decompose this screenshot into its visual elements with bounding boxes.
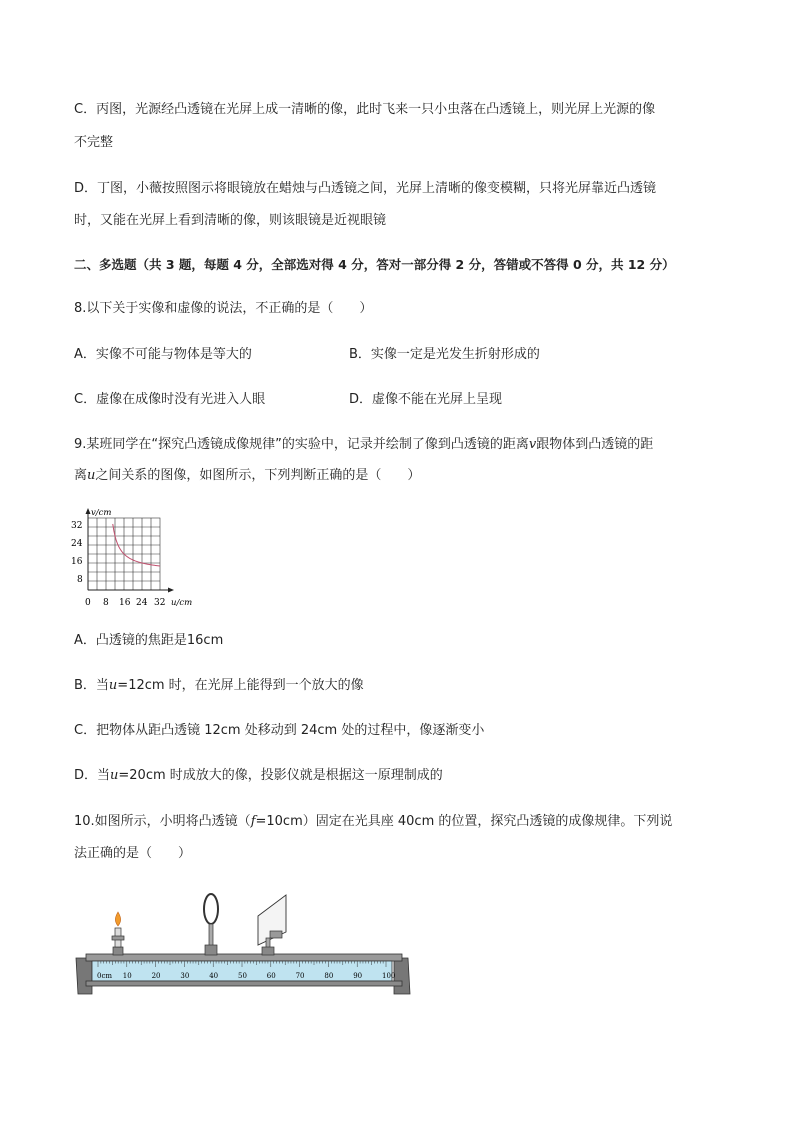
scale-label: 10 — [122, 972, 132, 980]
bench-left-foot — [76, 958, 92, 994]
scale-label: 30 — [180, 972, 190, 980]
bench-right-foot — [394, 958, 410, 994]
scale-label: 90 — [353, 972, 363, 980]
x-tick-24: 24 — [136, 598, 148, 608]
scale-label: 50 — [238, 972, 247, 980]
scale-label: 70 — [295, 972, 305, 980]
q9-option-b: B．当u=12cm 时，在光屏上能得到一个放大的像 — [74, 678, 364, 693]
bench-rail-top — [86, 954, 402, 961]
scale-label: 60 — [266, 972, 276, 980]
q9-option-a: A．凸透镜的焦距是16cm — [74, 633, 224, 648]
scale-label: 20 — [151, 972, 161, 980]
y-tick-8: 8 — [77, 575, 83, 585]
v-u-graph — [68, 506, 208, 614]
y-tick-16: 16 — [71, 557, 83, 567]
scale-label: 40 — [209, 972, 219, 980]
x-tick-8: 8 — [103, 598, 109, 608]
x-axis-label: u/cm — [171, 598, 193, 608]
q9-option-d: D．当u=20cm 时成放大的像，投影仪就是根据这一原理制成的 — [74, 768, 443, 783]
light-screen — [258, 895, 286, 955]
x-tick-32: 32 — [154, 598, 166, 608]
q10-stem-line2: 法正确的是（ ） — [74, 846, 192, 861]
q8-stem: 8.以下关于实像和虚像的说法，不正确的是（ ） — [74, 301, 373, 316]
scale-label: 80 — [324, 972, 334, 980]
scale-label: 100 — [382, 972, 396, 980]
q8-option-a: A．实像不可能与物体是等大的 — [74, 347, 252, 362]
y-tick-24: 24 — [71, 539, 83, 549]
bench-rail-bottom — [86, 981, 402, 986]
scale-label: 0cm — [97, 972, 113, 980]
u-variable: u — [87, 468, 96, 483]
section-heading-multiple-choice: 二、多选题（共 3 题，每题 4 分，全部选对得 4 分，答对一部分得 2 分，答错或不答得 0 分，共 12 分） — [74, 257, 675, 272]
x-tick-16: 16 — [119, 598, 131, 608]
q7-option-c-line1: C．丙图，光源经凸透镜在光屏上成一清晰的像，此时飞来一只小虫落在凸透镜上，则光屏上光源的像 — [74, 102, 656, 117]
q9-stem-line2: 离u之间关系的图像，如图所示，下列判断正确的是（ ） — [74, 468, 421, 483]
v-variable: v — [528, 437, 537, 452]
q10-stem-line1: 10.如图所示，小明将凸透镜（f=10cm）固定在光具座 40cm 的位置，探究凸透镜的成像规律。下列说 — [74, 814, 673, 829]
q8-option-c: C．虚像在成像时没有光进入人眼 — [74, 392, 266, 407]
q8-option-b: B．实像一定是光发生折射形成的 — [349, 347, 540, 362]
candle — [112, 912, 124, 955]
q8-option-d: D．虚像不能在光屏上呈现 — [349, 392, 503, 407]
convex-lens — [204, 894, 218, 955]
y-axis-label: v/cm — [91, 508, 112, 518]
q7-option-d-line1: D．丁图，小薇按照图示将眼镜放在蜡烛与凸透镜之间，光屏上清晰的像变模糊，只将光屏靠近凸透镜 — [74, 181, 657, 196]
q9-option-c: C．把物体从距凸透镜 12cm 处移动到 24cm 处的过程中，像逐渐变小 — [74, 723, 485, 738]
y-axis-arrow — [86, 508, 91, 514]
x-axis-arrow — [168, 588, 174, 593]
f-variable: f — [250, 814, 256, 829]
y-tick-32: 32 — [71, 521, 83, 531]
optical-bench-figure — [72, 890, 417, 1002]
candle-flame-icon — [115, 912, 120, 926]
q9-stem-line1: 9.某班同学在“探究凸透镜成像规律”的实验中，记录并绘制了像到凸透镜的距离v跟物体到凸透镜的距 — [74, 437, 654, 452]
x-tick-0: 0 — [85, 598, 91, 608]
q7-option-d-line2: 时，又能在光屏上看到清晰的像，则该眼镜是近视眼镜 — [74, 213, 387, 228]
q7-option-c-line2: 不完整 — [74, 135, 114, 150]
